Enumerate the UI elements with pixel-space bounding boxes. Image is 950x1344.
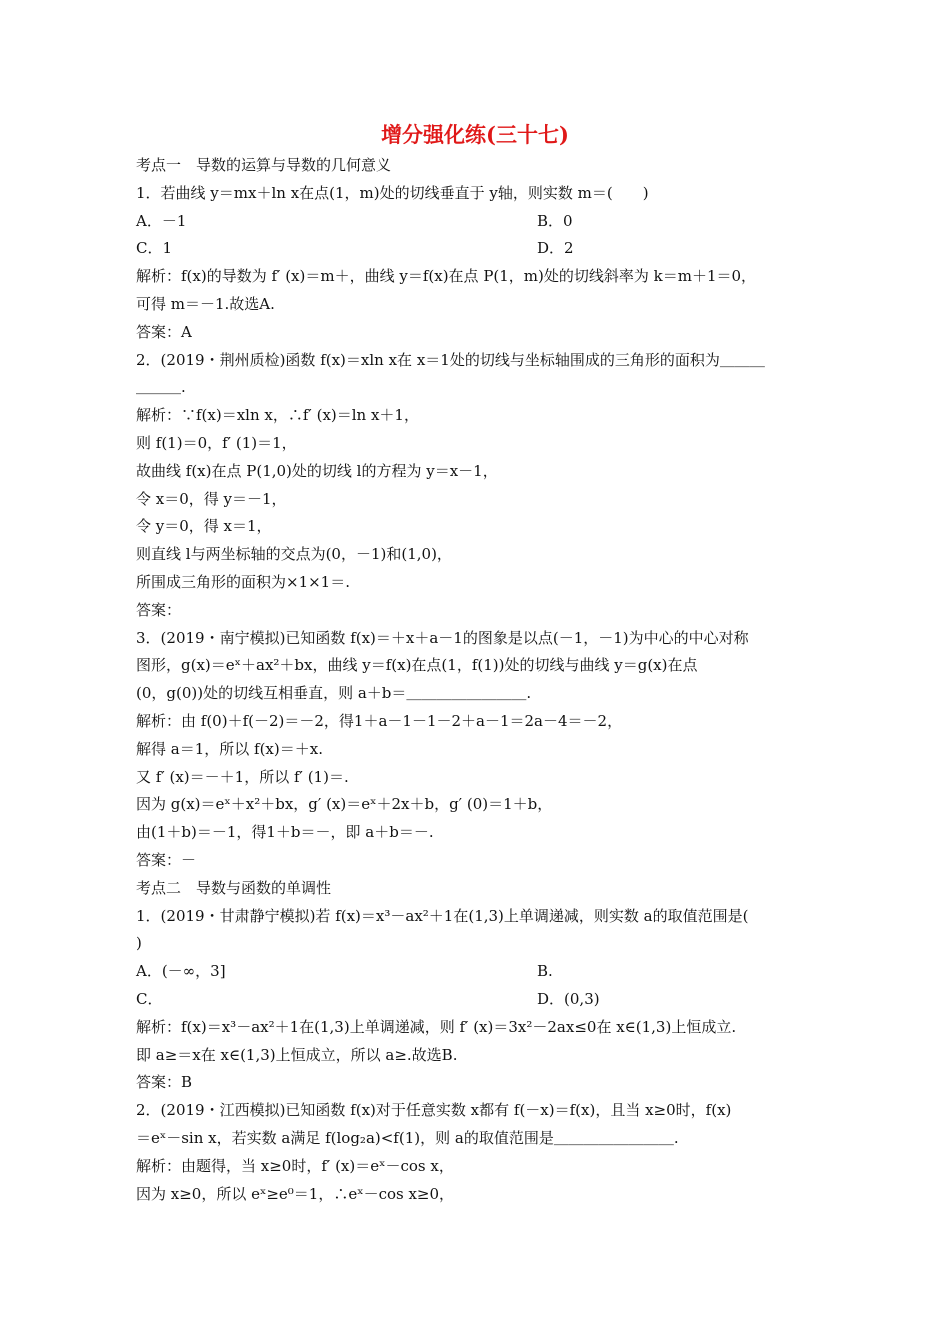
text-line: 令 y＝0，得 x＝1， [136,517,272,536]
text-line: 又 f′ (x)＝－＋1，所以 f′ (1)＝. [136,767,349,786]
text-line: 2．(2019・荆州质检)函数 f(x)＝xln x在 x＝1处的切线与坐标轴围成的三角形的面积为＿＿＿ [136,350,765,369]
text-line: 因为 g(x)＝eˣ＋x²＋bx，g′ (x)＝eˣ＋2x＋b，g′ (0)＝1＋b， [136,795,553,814]
text-line: ＿＿＿. [136,378,186,397]
text-line: 考点二 导数与函数的单调性 [136,878,332,897]
answer-option: B．0 [537,211,573,230]
answer-option: D．2 [537,239,574,258]
text-line: 解析：由 f(0)＋f(－2)＝－2，得1＋a－1－1－2＋a－1＝2a－4＝－2， [136,712,623,730]
text-line: C． [136,990,163,1008]
text-line: 解析：由题得，当 x≥0时，f′ (x)＝eˣ－cos x， [136,1156,454,1175]
text-line: ) [136,934,142,953]
text-line: 由(1＋b)＝－1，得1＋b＝－，即 a＋b＝－. [136,823,434,842]
text-line: 图形，g(x)＝eˣ＋ax²＋bx，曲线 y＝f(x)在点(1，f(1))处的切线与曲线 y＝g(x)在点 [136,656,698,675]
text-line: 3．(2019・南宁模拟)已知函数 f(x)＝＋x＋a－1的图象是以点(－1，－1)为中心的中心对称 [136,628,749,647]
text-line: A．(－∞，3] [136,962,226,981]
text-line: 解析：f(x)＝x³－ax²＋1在(1,3)上单调递减，则 f′ (x)＝3x²－2ax≤0在 x∈(1,3)上恒成立. [136,1017,737,1036]
answer-option: D．(0,3) [537,990,600,1008]
text-line: C．1 [136,239,173,258]
text-line: 解析：∵f(x)＝xln x，∴f′ (x)＝ln x＋1， [136,406,419,425]
text-line: (0，g(0))处的切线互相垂直，则 a＋b＝＿＿＿＿＿＿＿＿. [136,684,532,703]
text-line: 所围成三角形的面积为×1×1＝. [136,573,350,591]
text-line: 则直线 l与两坐标轴的交点为(0，－1)和(1,0)， [136,545,452,564]
text-line: ＝eˣ－sin x，若实数 a满足 f(log₂a)<f(1)，则 a的取值范围是＿＿＿＿＿＿＿＿. [136,1129,679,1147]
text-line: 因为 x≥0，所以 eˣ≥e⁰＝1，∴eˣ－cos x≥0， [136,1184,455,1203]
page-title: 增分强化练(三十七) [381,122,569,147]
text-line: 答案：B [136,1073,193,1092]
text-line: 令 x＝0，得 y＝－1， [136,489,287,508]
text-line: 解得 a＝1，所以 f(x)＝＋x. [136,739,323,758]
text-line: 故曲线 f(x)在点 P(1,0)处的切线 l的方程为 y＝x－1， [136,461,498,480]
text-line: 答案：－ [136,851,197,869]
text-line: 则 f(1)＝0，f′ (1)＝1， [136,434,297,452]
text-line: 可得 m＝－1.故选A. [136,295,275,313]
text-line: 2．(2019・江西模拟)已知函数 f(x)对于任意实数 x都有 f(－x)＝f(x)，且当 x≥0时，f(x) [136,1101,732,1120]
text-line: 即 a≥＝x在 x∈(1,3)上恒成立，所以 a≥.故选B. [136,1045,458,1064]
text-line: A．－1 [136,211,187,230]
text-line: 1．若曲线 y＝mx＋ln x在点(1，m)处的切线垂直于 y轴，则实数 m＝( ) [136,183,649,202]
text-line: 考点一 导数的运算与导数的几何意义 [136,156,392,174]
text-line: 1．(2019・甘肃静宁模拟)若 f(x)＝x³－ax²＋1在(1,3)上单调递减，则实数 a的取值范围是( [136,906,749,925]
text-line: 答案：A [136,322,192,341]
text-line: 解析：f(x)的导数为 f′ (x)＝m＋，曲线 y＝f(x)在点 P(1，m)处的切线斜率为 k＝m＋1＝0， [136,267,757,286]
text-line: 答案： [136,600,182,619]
answer-option: B. [537,962,553,981]
